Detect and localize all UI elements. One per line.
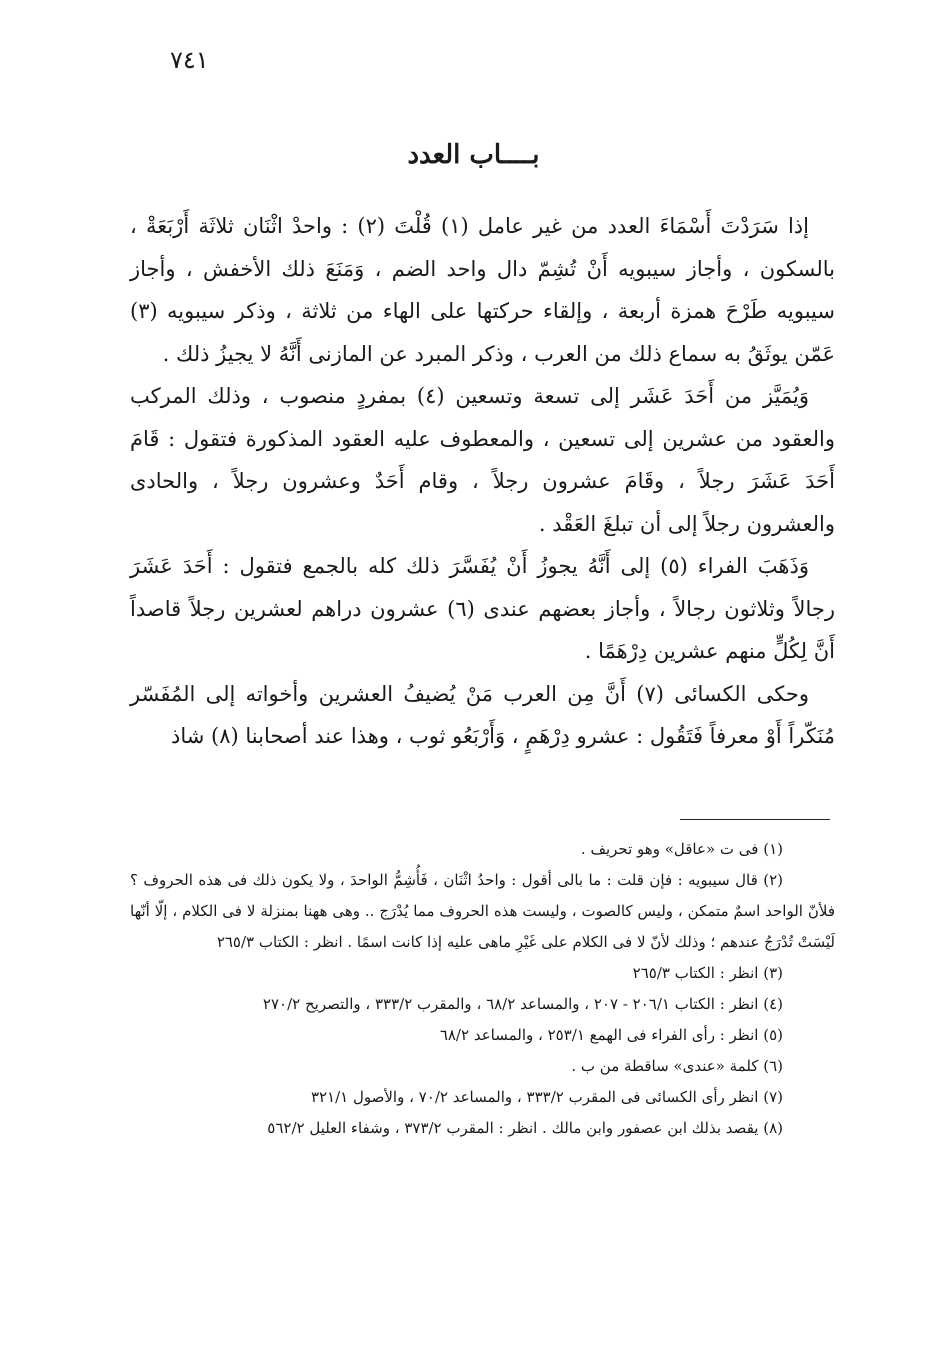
chapter-title: بــــاب العدد xyxy=(407,140,540,170)
footnote: (٤) انظر : الكتاب ٢٠٦/١ - ٢٠٧ ، والمساعد ٦٨/٢ ، والمقرب ٣٣٣/٢ ، والتصريح ٢٧٠/٢ xyxy=(262,995,783,1013)
footnote: (٨) يقصد بذلك ابن عصفور وابن مالك . انظر : المقرب ٣٧٣/٢ ، وشفاء العليل ٥٦٢/٢ xyxy=(267,1119,783,1137)
paragraph: إذا سَرَدْتَ أَسْمَاءَ العدد من غير عامل (١) قُلْتَ (٢) : واحدْ اثْنَان ثلاثَة أَرْبَعَةْ ، بالسكون ، وأجاز سيبويه أَنْ تُشِمّ دال واحد الضم ، وَمَنَعَ ذلك الأخفش ، وأجاز سيبويه طَرْحَ همزة أربعة ، وإلقاء حركتها على الهاء من ثلاثة ، وذكر سيبويه (٣) عَمّن يوثَقُ به سماع ذلك من العرب ، وذكر المبرد عن المازنى أَنَّهُ لا يجيزُ ذلك . xyxy=(130,214,835,366)
paragraph: وَيُمَيَّز من أَحَدَ عَشَر إلى تسعة وتسعين (٤) بمفردٍ منصوب ، وذلك المركب والعقود من عشرين إلى تسعين ، والمعطوف عليه العقود المذكورة فتقول : قَامَ أَحَدَ عَشَرَ رجلاً ، وقَامَ عشرون رجلاً ، وقام أَحَدٌ وعشرون رجلاً ، والحادى والعشرون رجلاً إلى أن تبلغَ العَقْد . xyxy=(130,384,835,536)
footnote-divider xyxy=(680,819,830,820)
footnote: (٢) قال سيبويه : فإن قلت : ما بالى أقول : واحدُ اثْنَان ، فَأُشِمُّ الواحدَ ، ولا يكون ذلك فى هذه الحروف ؟ فلأنّ الواحد اسمٌ متمكن ، وليس كالصوت ، وليست هذه الحروف مما يُدْرَج .. وهى ههنا بمنزلة لا فى الكلام ، إلّا أنّها لَيْسَتْ تُدْرَجُ عندهم ؛ وذلك لأنّ لا فى الكلام على غَيْرِ ماهى عليه إذا كانت اسمًا . انظر : الكتاب ٢٦٥/٣ xyxy=(130,871,835,951)
footnotes xyxy=(130,834,835,1144)
main-text xyxy=(130,205,835,758)
footnote: (١) فى ت «عاقل» وهو تحريف . xyxy=(580,840,783,858)
page-number: ٧٤١ xyxy=(170,46,209,74)
footnote: (٦) كلمة «عندى» ساقطة من ب . xyxy=(571,1057,783,1075)
footnote: (٥) انظر : رأى الفراء فى الهمع ٢٥٣/١ ، والمساعد ٦٨/٢ xyxy=(439,1026,783,1044)
footnote: (٣) انظر : الكتاب ٢٦٥/٣ xyxy=(632,964,783,982)
footnote: (٧) انظر رأى الكسائى فى المقرب ٣٣٣/٢ ، والمساعد ٧٠/٢ ، والأصول ٣٢١/١ xyxy=(310,1088,783,1106)
paragraph: وَذَهَبَ الفراء (٥) إلى أَنَّهُ يجوزُ أَنْ يُفَسَّرَ ذلك كله بالجمع فتقول : أَحَدَ عَشَرَ رجالاً وثلاثون رجالاً ، وأجاز بعضهم عندى (٦) عشرون دراهم لعشرين رجلاً قاصداً أَنَّ لِكُلٍّ منهم عشرين دِرْهَمًا . xyxy=(130,554,835,663)
paragraph: وحكى الكسائى (٧) أَنَّ مِن العرب مَنْ يُضيفُ العشرين وأخواته إلى المُفَسّر مُنَكّراً أَوْ معرفاً فَتَقُول : عشرو دِرْهَمٍ ، وَأَرْبَعُو ثوب ، وهذا عند أصحابنا (٨) شاذ xyxy=(130,681,835,748)
